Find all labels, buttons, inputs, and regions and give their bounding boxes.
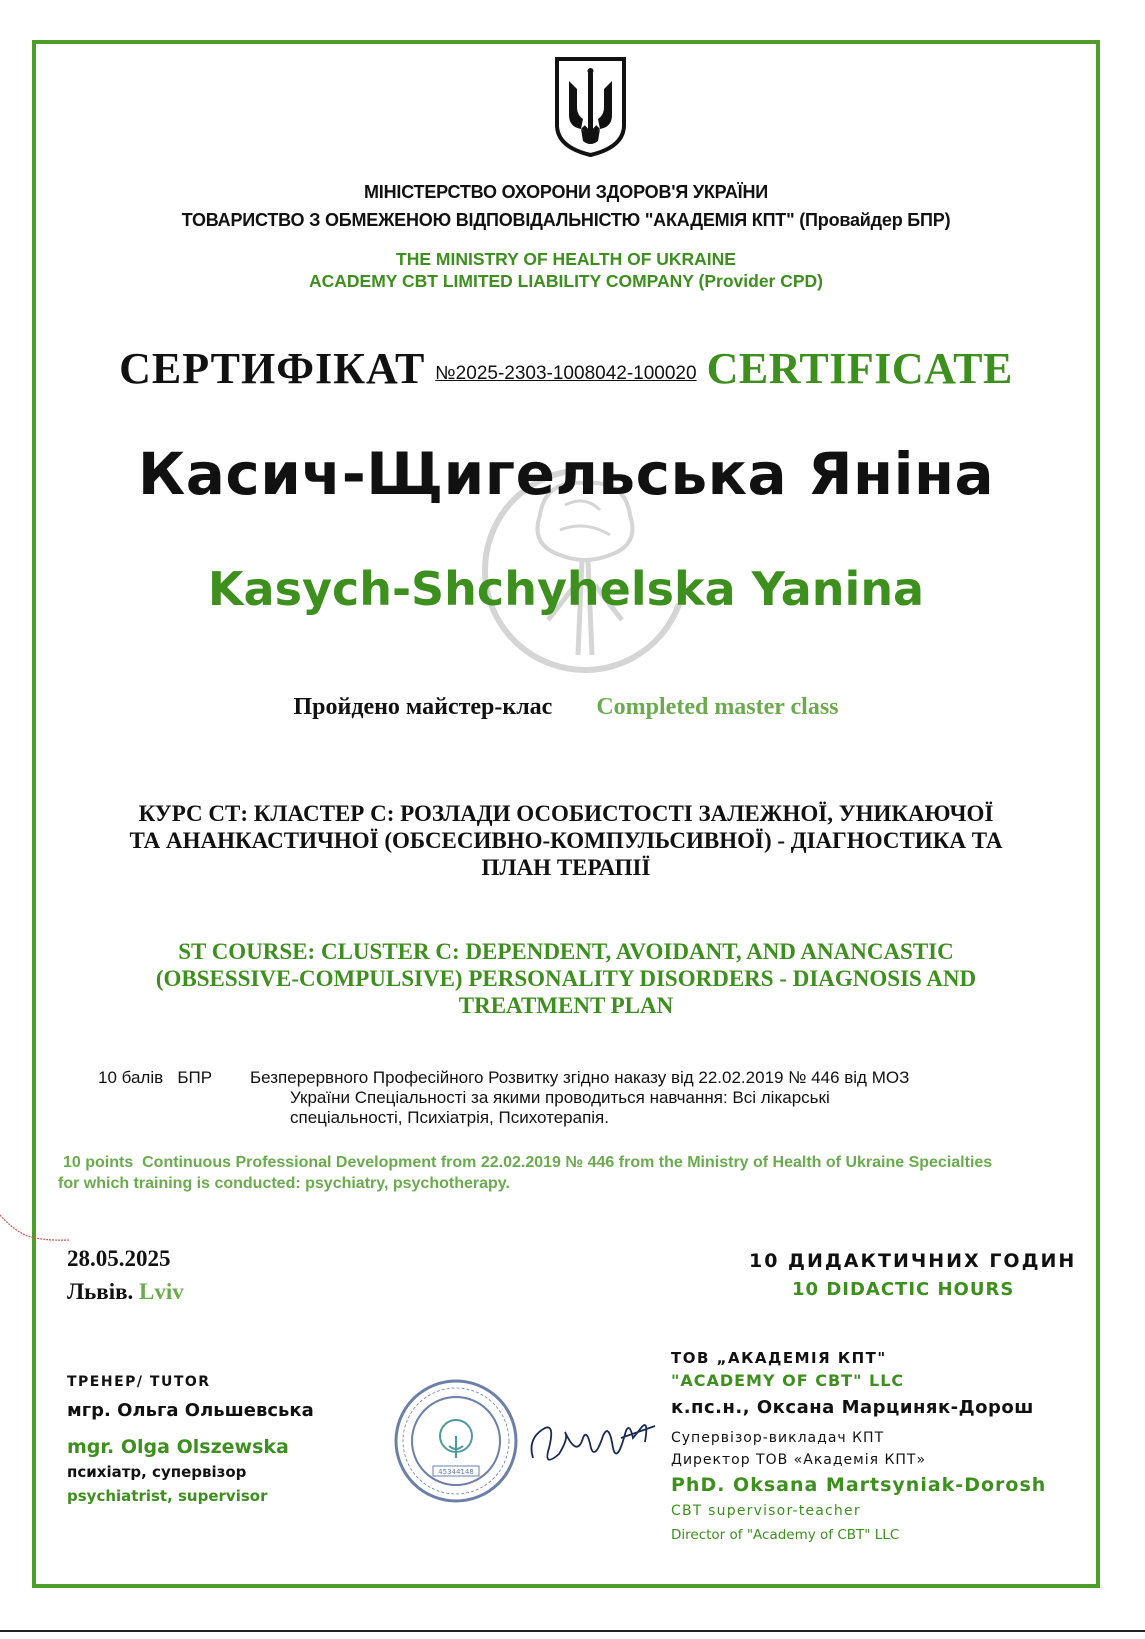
didactic-hours-en: 10 DIDACTIC HOURS [792,1279,1015,1300]
course-en-line: (OBSESSIVE-COMPULSIVE) PERSONALITY DISORDERS - DIAGNOSIS AND [155,966,977,991]
course-ua-line: КУРС СТ: КЛАСТЕР С: РОЗЛАДИ ОСОБИСТОСТІ ЗАЛЕЖНОЇ, УНИКАЮЧОЇ [138,801,994,826]
completed-en: Completed master class [596,694,839,720]
tutor-name-en: mgr. Olga Olszewska [67,1436,289,1458]
course-title-ua [70,800,1062,881]
city-ua: Львів. [67,1279,134,1304]
course-en-line: ST COURSE: CLUSTER C: DEPENDENT, AVOIDANT, AND ANANCASTIC [178,939,954,964]
header-ua [32,178,1100,234]
certificate-number: №2025-2303-1008042-100020 [435,363,697,384]
cpd-en-line: for which training is conducted: psychiatry, psychotherapy. [58,1175,510,1192]
header-en [32,248,1100,292]
cpd-text-line: спеціальності, Психіатрія, Психотерапія. [290,1108,609,1127]
director-role-en: CBT supervisor-teacher [671,1503,861,1519]
company-en: ACADEMY CBT LIMITED LIABILITY COMPANY (Provider CPD) [308,271,823,291]
ukraine-coat-of-arms-icon [553,55,628,159]
official-seal-icon [393,1378,519,1504]
ministry-en: THE MINISTRY OF HEALTH OF UKRAINE [396,249,736,269]
director-signature [525,1398,665,1478]
director-role-ua: Директор ТОВ «Академія КПТ» [671,1452,927,1468]
cpd-points-ua [98,1068,1018,1128]
director-role-en: Director of "Academy of CBT" LLC [671,1527,900,1543]
tutor-label: ТРЕНЕР/ TUTOR [67,1374,211,1390]
city-en: Lviv [139,1279,184,1304]
cpd-text-line: України Спеціальності за якими проводиться навчання: Всі лікарські [290,1088,830,1107]
cpd-points-label: 10 балів БПР [98,1068,213,1087]
seal-code: 45344148 [438,1468,474,1476]
certificate-label-ua: СЕРТИФІКАТ [119,344,426,393]
ministry-ua: МІНІСТЕРСТВО ОХОРОНИ ЗДОРОВ'Я УКРАЇНИ [364,182,768,202]
cpd-text-line: Безперервного Професійного Розвитку згідно наказу від 22.02.2019 № 446 від МОЗ [250,1068,910,1087]
tutor-name-ua: мгр. Ольга Ольшевська [67,1400,314,1421]
tutor-role-en: psychiatrist, supervisor [67,1487,268,1505]
tutor-role-ua: психіатр, супервізор [67,1463,247,1481]
course-ua-line: ТА АНАНКАСТИЧНОЇ (ОБСЕСИВНО-КОМПУЛЬСИВНОЇ) - ДІАГНОСТИКА ТА [129,828,1003,853]
cpd-en-line: 10 points Continuous Professional Development from 22.02.2019 № 446 from the Ministry of Health of Ukraine Specialties [63,1154,993,1171]
course-title-en [70,938,1062,1019]
certificate-label-en: CERTIFICATE [706,344,1013,393]
course-ua-line: ПЛАН ТЕРАПІЇ [481,855,651,880]
certificate-title [32,343,1100,394]
recipient-name-en: Kasych-Shchyhelska Yanina [207,562,925,616]
issue-date: 28.05.2025 [67,1246,171,1271]
course-en-line: TREATMENT PLAN [458,993,674,1018]
director-name-en: PhD. Oksana Martsyniak-Dorosh [671,1474,1047,1496]
director-name-ua: к.пс.н., Оксана Марциняк-Дорош [671,1397,1034,1418]
company-ua: ТОВАРИСТВО З ОБМЕЖЕНОЮ ВІДПОВІДАЛЬНІСТЮ "АКАДЕМІЯ КПТ" (Провайдер БПР) [181,210,951,230]
recipient-name-ua: Касич-Щигельська Яніна [137,440,995,508]
issue-city [67,1279,184,1305]
completed-ua: Пройдено майстер-клас [293,694,553,720]
pen-mark [0,1205,75,1245]
didactic-hours-ua: 10 ДИДАКТИЧНИХ ГОДИН [749,1250,1077,1272]
director-role-ua: Супервізор-викладач КПТ [671,1430,885,1446]
org-name-en: "ACADEMY OF CBT" LLC [671,1371,905,1390]
completed-master-class [32,694,1100,721]
page-edge-line [0,1630,1145,1632]
org-name-ua: ТОВ „АКАДЕМІЯ КПТ" [671,1349,887,1367]
cpd-points-en [58,1152,1058,1194]
